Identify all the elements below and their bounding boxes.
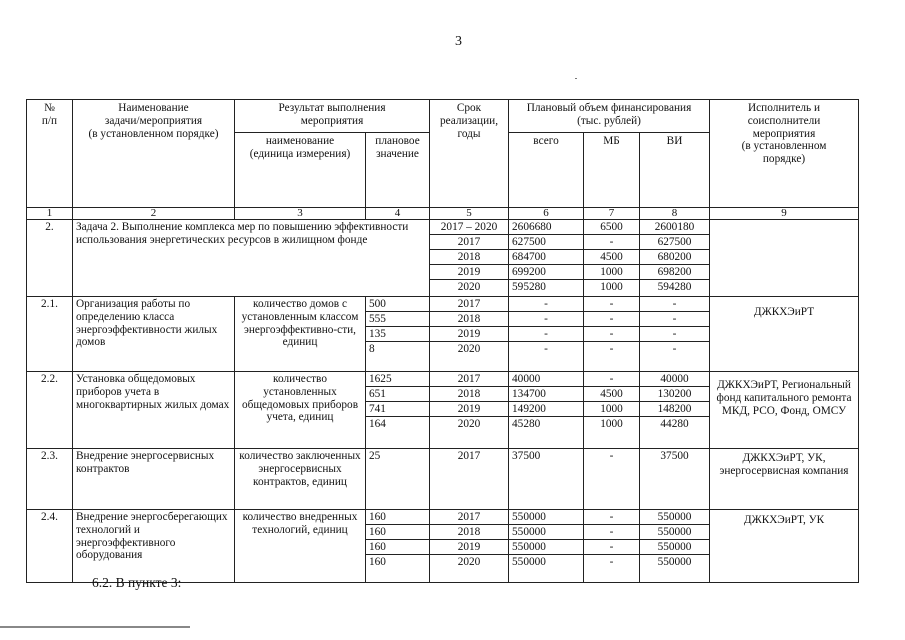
row-executor: ДЖКХЭиРТ, УК	[710, 510, 859, 583]
row-task: Внедрение энергосервисных контрактов	[73, 449, 235, 510]
row-total: 550000 550000 550000 550000	[509, 510, 584, 583]
header-num: № п/п	[27, 100, 73, 208]
row-mb: - - - -	[584, 510, 640, 583]
row-plan: 1625 651 741 164	[366, 372, 430, 449]
row-task: Установка общедомовых приборов учета в многоквартирных жилых домах	[73, 372, 235, 449]
header-fin-vi: ВИ	[640, 133, 710, 208]
column-number-row	[27, 208, 859, 220]
row-years: 2017 2018 2019 2020	[430, 510, 509, 583]
row-mb: -	[584, 449, 640, 510]
row-plan: 25	[366, 449, 430, 510]
col-number: 5	[430, 208, 509, 220]
row-years: 2017 2018 2019 2020	[430, 372, 509, 449]
row-plan: 160 160 160 160	[366, 510, 430, 583]
row-num: 2.	[27, 220, 73, 297]
table-row	[27, 449, 859, 510]
row-total: 2606680 627500 684700 699200 595280	[509, 220, 584, 297]
col-number: 1	[27, 208, 73, 220]
footnote-rule	[0, 626, 190, 628]
header-result-plan: плановое значение	[366, 133, 430, 208]
col-number: 4	[366, 208, 430, 220]
row-result-name: количество внедренных технологий, единиц	[235, 510, 366, 583]
page-number: 3	[455, 34, 462, 49]
col-number: 7	[584, 208, 640, 220]
row-result-name: количество домов с установленным классом энергоэффективно-сти, единиц	[235, 297, 366, 372]
row-years: 2017	[430, 449, 509, 510]
row-total: 40000 134700 149200 45280	[509, 372, 584, 449]
row-vi: 2600180 627500 680200 698200 594280	[640, 220, 710, 297]
row-result-name: количество заключенных энергосервисных контрактов, единиц	[235, 449, 366, 510]
row-task: Организация работы по определению класса энергоэффективности жилых домов	[73, 297, 235, 372]
row-task: Задача 2. Выполнение комплекса мер по повышению эффективности использования энергетических ресурсов в жилищном фонде	[73, 220, 430, 297]
row-plan: 500 555 135 8	[366, 297, 430, 372]
table-row	[27, 220, 859, 297]
row-num: 2.1.	[27, 297, 73, 372]
row-executor: ДЖКХЭиРТ, Региональный фонд капитального ремонта МКД, РСО, Фонд, ОМСУ	[710, 372, 859, 449]
row-executor	[710, 220, 859, 297]
row-years: 2017 – 2020 2017 2018 2019 2020	[430, 220, 509, 297]
row-num: 2.4.	[27, 510, 73, 583]
row-result-name: количество установленных общедомовых приборов учета, единиц	[235, 372, 366, 449]
col-number: 2	[73, 208, 235, 220]
header-fin-mb: МБ	[584, 133, 640, 208]
row-executor: ДЖКХЭиРТ	[710, 297, 859, 372]
col-number: 9	[710, 208, 859, 220]
header-result: Результат выполнения мероприятия	[235, 100, 430, 133]
header-fin-total: всего	[509, 133, 584, 208]
table-row	[27, 372, 859, 449]
row-total: - - - -	[509, 297, 584, 372]
row-task: Внедрение энергосберегающих технологий и энергоэффективного оборудования	[73, 510, 235, 583]
col-number: 8	[640, 208, 710, 220]
row-years: 2017 2018 2019 2020	[430, 297, 509, 372]
row-num: 2.2.	[27, 372, 73, 449]
row-num: 2.3.	[27, 449, 73, 510]
scan-speck	[575, 78, 577, 79]
header-finance: Плановый объем финансирования (тыс. рублей)	[509, 100, 710, 133]
row-mb: - 4500 1000 1000	[584, 372, 640, 449]
row-vi: 40000 130200 148200 44280	[640, 372, 710, 449]
header-term: Срок реализации, годы	[430, 100, 509, 208]
section-heading: 6.2. В пункте 3:	[92, 575, 182, 590]
header-row	[27, 100, 859, 133]
header-result-name: наименование (единица измерения)	[235, 133, 366, 208]
row-vi: 37500	[640, 449, 710, 510]
table-row	[27, 297, 859, 372]
row-mb: 6500 - 4500 1000 1000	[584, 220, 640, 297]
row-mb: - - - -	[584, 297, 640, 372]
col-number: 6	[509, 208, 584, 220]
row-executor: ДЖКХЭиРТ, УК, энергосервисная компания	[710, 449, 859, 510]
header-executor: Исполнитель и соисполнители мероприятия (в установленном порядке)	[710, 100, 859, 208]
row-vi: 550000 550000 550000 550000	[640, 510, 710, 583]
row-total: 37500	[509, 449, 584, 510]
col-number: 3	[235, 208, 366, 220]
table-row	[27, 510, 859, 583]
row-vi: - - - -	[640, 297, 710, 372]
header-task: Наименование задачи/мероприятия (в установленном порядке)	[73, 100, 235, 208]
program-table	[26, 99, 859, 583]
